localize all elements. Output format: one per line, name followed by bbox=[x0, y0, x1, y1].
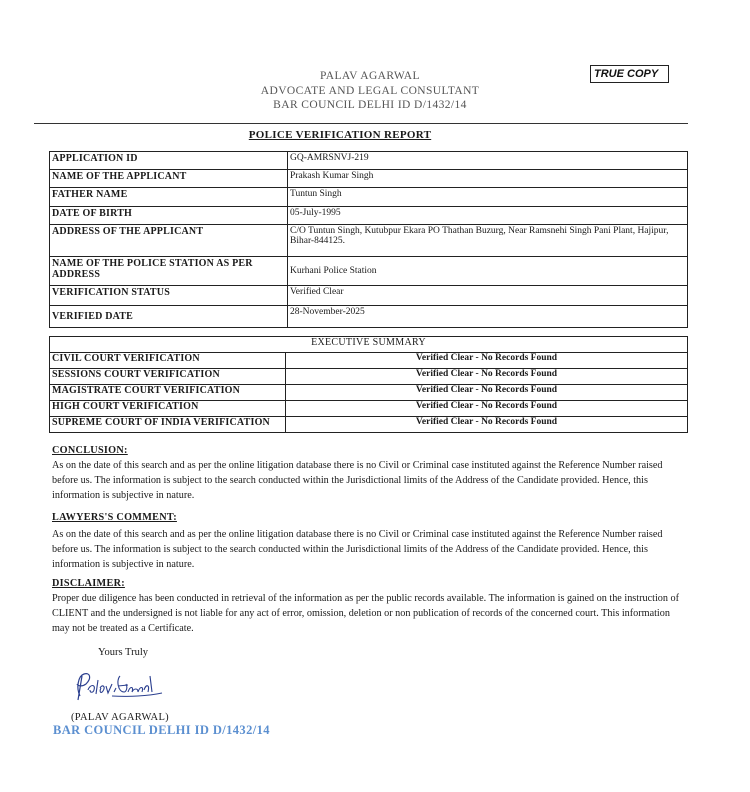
table-row bbox=[50, 152, 688, 170]
info-value: 05-July-1995 bbox=[288, 207, 688, 225]
conclusion-section bbox=[52, 443, 688, 503]
table-row bbox=[50, 257, 688, 286]
disclaimer-text: Proper due diligence has been conducted in retrieval of the information as per the public records available. The information is gained on the instruction of CLIENT and the undersigned is not liable for any act of error, omission, deletion or non publication of records of the concerned court. This information may not be treated as a Certificate. bbox=[52, 593, 679, 634]
summary-label: HIGH COURT VERIFICATION bbox=[50, 401, 286, 417]
summary-label: MAGISTRATE COURT VERIFICATION bbox=[50, 385, 286, 401]
summary-label: SUPREME COURT OF INDIA VERIFICATION bbox=[50, 417, 286, 433]
info-label: APPLICATION ID bbox=[50, 152, 288, 170]
advocate-role: ADVOCATE AND LEGAL CONSULTANT bbox=[260, 84, 480, 97]
header-divider bbox=[34, 123, 688, 124]
table-row bbox=[50, 170, 688, 188]
info-label: VERIFICATION STATUS bbox=[50, 286, 288, 306]
summary-value: Verified Clear - No Records Found bbox=[286, 353, 688, 369]
true-copy-stamp: TRUE COPY bbox=[590, 65, 669, 83]
info-label: DATE OF BIRTH bbox=[50, 207, 288, 225]
info-value: 28-November-2025 bbox=[288, 306, 688, 328]
info-value: Prakash Kumar Singh bbox=[288, 170, 688, 188]
table-row bbox=[50, 401, 688, 417]
advocate-bar-id: BAR COUNCIL DELHI ID D/1432/14 bbox=[273, 99, 467, 111]
signatory-bar-id: BAR COUNCIL DELHI ID D/1432/14 bbox=[53, 723, 270, 737]
info-value: Kurhani Police Station bbox=[288, 257, 688, 286]
disclaimer-heading: DISCLAIMER: bbox=[52, 578, 125, 589]
advocate-name: PALAV AGARWAL bbox=[320, 70, 420, 82]
executive-summary-title: EXECUTIVE SUMMARY bbox=[50, 337, 688, 353]
summary-value: Verified Clear - No Records Found bbox=[286, 369, 688, 385]
table-row bbox=[50, 306, 688, 328]
lawyers-comment-text: As on the date of this search and as per the online litigation database there is no Civil or Criminal case instituted against the Reference Number raised before us. The information is subject to the search conducted within the Jurisdictional limits of the Address of the Candidate provided. Hence, this information is subjective in nature. bbox=[52, 529, 663, 570]
lawyers-comment-heading: LAWYERS'S COMMENT: bbox=[52, 512, 177, 523]
table-row bbox=[50, 417, 688, 433]
info-label: NAME OF THE APPLICANT bbox=[50, 170, 288, 188]
info-label: NAME OF THE POLICE STATION AS PER ADDRESS bbox=[50, 257, 288, 286]
info-value: C/O Tuntun Singh, Kutubpur Ekara PO Thathan Buzurg, Near Ramsnehi Singh Pani Plant, Hajipur, Bihar-844125. bbox=[288, 225, 688, 257]
table-row bbox=[50, 337, 688, 353]
summary-value: Verified Clear - No Records Found bbox=[286, 385, 688, 401]
summary-value: Verified Clear - No Records Found bbox=[286, 401, 688, 417]
table-row bbox=[50, 385, 688, 401]
info-value: GQ-AMRSNVJ-219 bbox=[288, 152, 688, 170]
table-row bbox=[50, 188, 688, 207]
table-row bbox=[50, 207, 688, 225]
info-label: ADDRESS OF THE APPLICANT bbox=[50, 225, 288, 257]
info-value: Tuntun Singh bbox=[288, 188, 688, 207]
conclusion-heading: CONCLUSION: bbox=[52, 445, 128, 456]
applicant-info-table bbox=[49, 151, 688, 328]
table-row bbox=[50, 353, 688, 369]
info-label: FATHER NAME bbox=[50, 188, 288, 207]
summary-label: CIVIL COURT VERIFICATION bbox=[50, 353, 286, 369]
signature-image bbox=[68, 666, 168, 706]
lawyers-comment-section bbox=[52, 510, 688, 572]
executive-summary-table bbox=[49, 336, 688, 433]
summary-label: SESSIONS COURT VERIFICATION bbox=[50, 369, 286, 385]
report-title: POLICE VERIFICATION REPORT bbox=[248, 129, 432, 141]
disclaimer-section bbox=[52, 576, 688, 636]
info-label: VERIFIED DATE bbox=[50, 306, 288, 328]
table-row bbox=[50, 369, 688, 385]
table-row bbox=[50, 286, 688, 306]
conclusion-text: As on the date of this search and as per the online litigation database there is no Civil or Criminal case instituted against the Reference Number raised before us. The information is subject to the search conducted within the Jurisdictional limits of the Address of the Candidate provided. Hence, this information is subjective in nature. bbox=[52, 460, 663, 501]
closing-text: Yours Truly bbox=[98, 647, 149, 658]
info-value: Verified Clear bbox=[288, 286, 688, 306]
table-row bbox=[50, 225, 688, 257]
signatory-name: (PALAV AGARWAL) bbox=[71, 712, 169, 723]
summary-value: Verified Clear - No Records Found bbox=[286, 417, 688, 433]
